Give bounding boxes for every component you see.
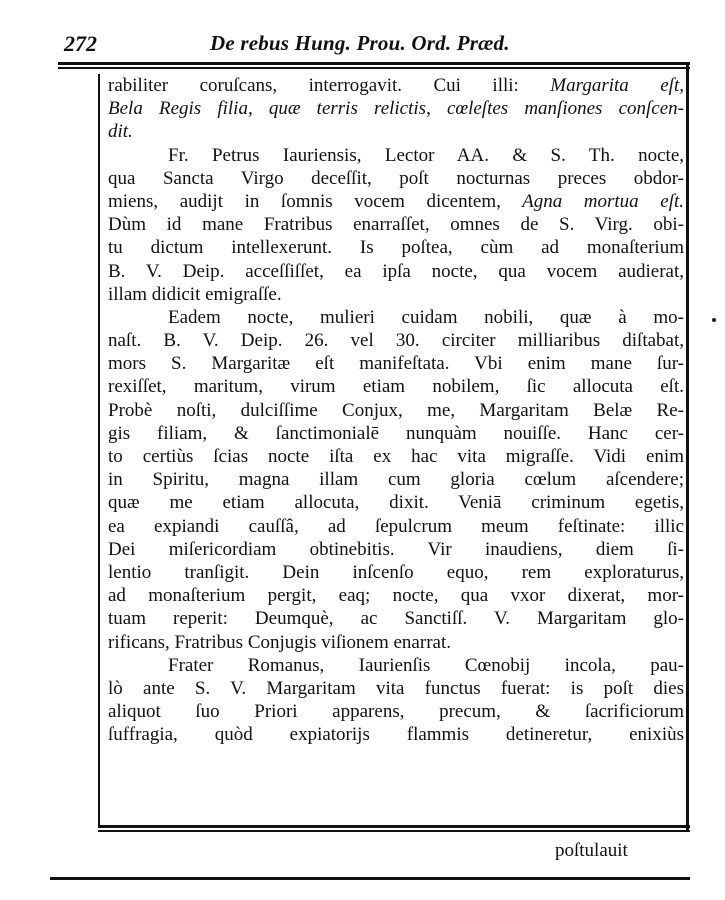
running-title: De rebus Hung. Prou. Ord. Præd.: [210, 31, 510, 55]
text-line-italic: Margarita eſt,: [518, 75, 684, 96]
text-line: [108, 422, 684, 445]
text-line: [108, 491, 684, 514]
text-line: [108, 74, 684, 97]
body-text: [108, 74, 684, 746]
text-line: [108, 538, 684, 561]
text-line: [108, 631, 684, 654]
text-line: [108, 213, 684, 236]
text-line: [108, 97, 684, 120]
text-line-main: lentio tranſigit. Dein inſcenſo equo, rem exploraturus,: [108, 561, 684, 583]
text-line-main: tuam reperit: Deumquè, ac Sanctiſſ. V. Margaritam glo-: [108, 608, 684, 630]
text-line: [108, 561, 684, 584]
text-line: [108, 399, 684, 422]
text-line: [108, 468, 684, 491]
text-line: [108, 352, 684, 375]
text-line: [108, 120, 684, 143]
text-line: [108, 236, 684, 259]
text-line-main: qua Sancta Virgo deceſſit, poſt nocturnas preces obdor-: [108, 167, 684, 189]
text-line: [108, 584, 684, 607]
ink-speck: [712, 318, 716, 322]
text-line-main: Eadem nocte, mulieri cuidam nobili, quæ à mo-: [168, 306, 684, 328]
text-line-main: ſuffragia, quòd expiatorijs flammis detineretur, enixiùs: [108, 724, 684, 746]
text-line: [108, 607, 684, 630]
text-line: [108, 260, 684, 283]
text-line-main: illam didicit emigraſſe.: [108, 283, 282, 305]
text-line: [108, 375, 684, 398]
text-line-main: Probè noſti, dulciſſime Conjux, me, Margaritam Belæ Re-: [108, 399, 684, 421]
text-line-main: Fr. Petrus Iauriensis, Lector AA. & S. Th. nocte,: [168, 144, 684, 166]
text-line-main: B. V. Deip. acceſſiſſet, ea ipſa nocte, qua vocem audierat,: [108, 260, 684, 282]
text-line: [108, 700, 684, 723]
text-line-main: miens, audijt in ſomnis vocem dicentem,: [108, 190, 501, 212]
page-number: 272: [64, 31, 97, 56]
text-line: [108, 306, 684, 329]
top-rule-inner: [58, 67, 690, 69]
text-line: [108, 144, 684, 167]
text-line-main: ea expiandi cauſſâ, ad ſepulcrum meum feſtinate: illic: [108, 515, 684, 537]
text-line: [108, 677, 684, 700]
text-line-main: naſt. B. V. Deip. 26. vel 30. circiter milliaribus diſtabat,: [108, 330, 684, 352]
text-line-main: lò ante S. V. Margaritam vita functus fuerat: is poſt dies: [108, 677, 684, 699]
text-line-main: gis filiam, & ſanctimonialē nunquàm nouiſſe. Hanc cer-: [108, 422, 684, 444]
text-line: [108, 515, 684, 538]
text-line: [108, 445, 684, 468]
text-line-main: in Spiritu, magna illam cum gloria cœlum aſcendere;: [108, 469, 684, 491]
text-line-italic: Agna mortua eſt.: [500, 190, 684, 212]
page-foot-rule: [50, 877, 690, 880]
text-line-main: dit.: [108, 121, 133, 143]
text-line: [108, 329, 684, 352]
text-line-main: Dùm id mane Fratribus enarraſſet, omnes de S. Virg. obi-: [108, 214, 684, 236]
right-rule: [686, 62, 689, 832]
text-line-main: aliquot ſuo Priori apparens, precum, & ſacrificiorum: [108, 701, 684, 723]
text-line: [108, 167, 684, 190]
text-line-main: Dei miſericordiam obtinebitis. Vir inaudiens, diem ſi-: [108, 538, 684, 560]
text-line-main: Bela Regis filia, quæ terris relictis, cœleſtes manſiones conſcen-: [108, 98, 684, 120]
text-line: [108, 283, 684, 306]
text-line-main: Frater Romanus, Iaurienſis Cœnobij incola, pau-: [168, 654, 684, 676]
text-line-main: to certiùs ſcias nocte iſta ex hac vita migraſſe. Vidi enim: [108, 446, 684, 467]
text-line: [108, 654, 684, 677]
text-line: [108, 190, 684, 213]
text-line: [108, 723, 684, 746]
left-rule: [98, 74, 100, 826]
text-line-main: rabiliter coruſcans, interrogavit. Cui illi:: [108, 75, 519, 96]
text-line-main: rexiſſet, maritum, virum etiam nobilem, ſic allocuta eſt.: [108, 376, 684, 398]
text-line-main: quæ me etiam allocuta, dixit. Veniā criminum egetis,: [108, 492, 684, 514]
bottom-rule-inner: [98, 830, 690, 832]
catchword: poſtulauit: [555, 840, 628, 861]
text-line-main: tu dictum intellexerunt. Is poſtea, cùm ad monaſterium: [108, 237, 684, 259]
bottom-rule: [98, 825, 690, 828]
text-line-main: mors S. Margaritæ eſt manifeſtata. Vbi enim mane ſur-: [108, 353, 684, 375]
text-line-main: ad monaſterium pergit, eaq; nocte, qua vxor dixerat, mor-: [108, 585, 684, 607]
top-rule: [58, 62, 690, 65]
text-line-main: rificans, Fratribus Conjugis viſionem enarrat.: [108, 631, 451, 653]
